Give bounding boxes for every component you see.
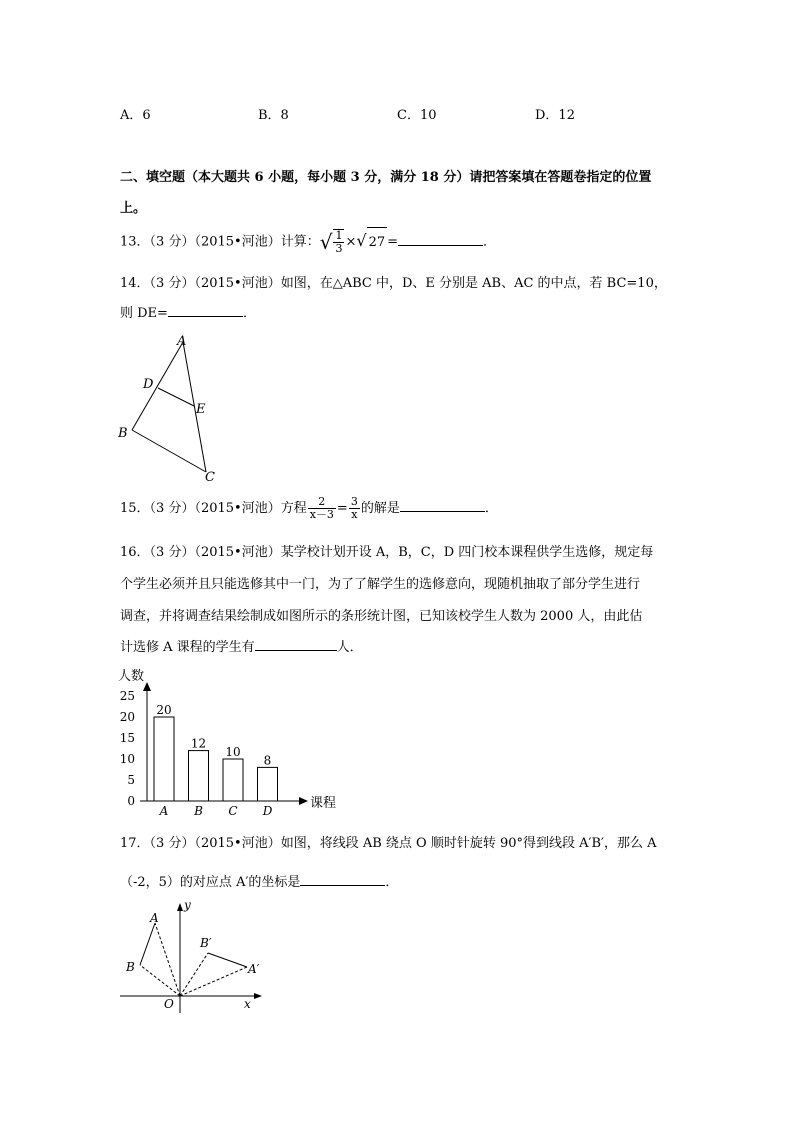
- sqrt-fraction: √ $\frac{1}{3}$: [319, 229, 343, 255]
- rotation-figure: [110, 895, 270, 1015]
- dashed-oa2: [180, 967, 247, 996]
- q15-end: ．: [484, 501, 498, 516]
- bar-a: [154, 717, 174, 801]
- dashed-oa: [155, 923, 180, 996]
- answer-blank-14[interactable]: [168, 316, 243, 317]
- question-16-line1: 16．（3 分）（2015•河池）某学校计划开设 A，B，C，D 四门校本课程供学生选修，规定每: [120, 545, 654, 560]
- x-axis-label: 课程: [310, 796, 337, 811]
- section-heading-cont: 上。: [120, 201, 147, 216]
- question-17-line1: 17．（3 分）（2015•河池）如图，将线段 AB 绕点 O 顺时针旋转 90°得到线段 A′B′，那么 A: [120, 836, 657, 851]
- bar-value-label: 12: [190, 736, 207, 751]
- q17-prefix: （-2，5）的对应点 A′的坐标是: [120, 875, 301, 890]
- y-tick-label: 5: [127, 773, 135, 787]
- label-b-prime: B′: [200, 936, 212, 950]
- category-label: A: [159, 804, 169, 818]
- answer-blank-17[interactable]: [300, 885, 385, 886]
- bar-value-label: 8: [263, 753, 272, 768]
- y-tick-label: 10: [119, 752, 135, 766]
- x-axis-arrow: [299, 797, 308, 805]
- q17-end: ．: [385, 875, 399, 890]
- y-tick-label: 20: [119, 710, 135, 724]
- label-e: E: [196, 402, 206, 417]
- bar-d: [258, 767, 278, 801]
- label-a-prime: A′: [248, 962, 260, 976]
- label-d: D: [143, 377, 154, 392]
- segment-de: [158, 388, 194, 406]
- y-axis-label: 人数: [118, 669, 145, 684]
- q15-prefix: 15．（3 分）（2015•河池）方程: [120, 501, 307, 516]
- bar-value-label: 20: [156, 703, 172, 717]
- q13-end: ．: [483, 234, 497, 250]
- category-label: B: [194, 804, 203, 818]
- category-label: C: [228, 804, 238, 818]
- triangle-figure: [110, 330, 230, 485]
- fraction-3-over-x: [349, 496, 360, 520]
- answer-blank-15[interactable]: [400, 511, 485, 512]
- bar-c: [223, 759, 243, 801]
- question-17-line2: [120, 871, 398, 890]
- dashed-ob: [140, 965, 180, 996]
- q13-radicand: 27: [367, 227, 388, 258]
- label-a: A: [177, 334, 187, 349]
- bar-b: [189, 751, 209, 801]
- y-axis-arrow: [143, 682, 151, 691]
- q13-prefix: 13．（3 分）（2015•河池）计算：: [120, 234, 320, 250]
- option-d: D．12: [535, 108, 575, 123]
- label-a: A: [150, 911, 159, 925]
- q15-equals: =: [336, 501, 348, 516]
- question-16-line2: 个学生必须并且只能选修其中一门，为了了解学生的选修意向，现随机抽取了部分学生进行: [120, 577, 641, 592]
- label-b: B: [126, 960, 135, 974]
- q16-prefix: 计选修 A 课程的学生有: [120, 640, 255, 655]
- section-heading: 二、填空题（本大题共 6 小题，每小题 3 分，满分 18 分）请把答案填在答题卷指定的位置: [120, 170, 652, 185]
- question-14-line1: 14．（3 分）（2015•河池）如图，在△ABC 中，D、E 分别是 AB、AC 的中点，若 BC=10，: [120, 276, 667, 291]
- q16-suffix: 人．: [336, 640, 363, 655]
- label-x: x: [244, 997, 251, 1011]
- segment-a2b2: [208, 953, 247, 967]
- q15-frac1-den: x－3: [309, 508, 334, 521]
- y-tick-label: 0: [127, 794, 135, 808]
- x-axis-arrow: [254, 993, 262, 999]
- question-16-line4: [120, 636, 363, 655]
- category-label: D: [262, 804, 273, 818]
- y-tick-label: 25: [119, 689, 135, 703]
- segment-ab: [132, 342, 183, 430]
- times-sign: ×: [345, 234, 357, 250]
- y-tick-label: 15: [119, 731, 135, 745]
- q14-end: ．: [242, 306, 256, 321]
- option-c: C．10: [397, 108, 437, 123]
- q15-frac2-den: x: [351, 508, 358, 521]
- bar-value-label: 10: [225, 745, 241, 759]
- question-14-line2: [120, 302, 256, 321]
- label-o: O: [164, 997, 174, 1011]
- segment-bc: [132, 430, 206, 472]
- question-16-line3: 调查，并将调查结果绘制成如图所示的条形统计图，已知该校学生人数为 2000 人，由此估: [120, 609, 643, 624]
- bar-chart: [108, 662, 348, 822]
- q13-frac-num: 1: [335, 229, 343, 243]
- q13-frac-den: 3: [335, 241, 343, 255]
- sqrt-27: √ 27: [356, 226, 387, 258]
- option-a: A．6: [120, 108, 151, 123]
- label-c: C: [205, 470, 215, 485]
- y-axis-arrow: [177, 903, 183, 911]
- question-15: [120, 494, 498, 524]
- q14-prefix: 则 DE=: [120, 306, 168, 321]
- segment-ab: [140, 923, 155, 965]
- answer-blank-16[interactable]: [255, 650, 337, 651]
- q15-frac2-num: 3: [350, 495, 358, 509]
- fraction-2-over-x-3: [308, 496, 336, 520]
- label-y: y: [184, 898, 191, 912]
- question-13: [120, 226, 496, 256]
- answer-blank-13[interactable]: [398, 245, 483, 246]
- label-b: B: [118, 426, 128, 441]
- q15-frac1-num: 2: [308, 496, 336, 509]
- option-b: B．8: [258, 108, 289, 123]
- equals-sign: =: [387, 234, 399, 250]
- q15-suffix: 的解是: [360, 501, 400, 516]
